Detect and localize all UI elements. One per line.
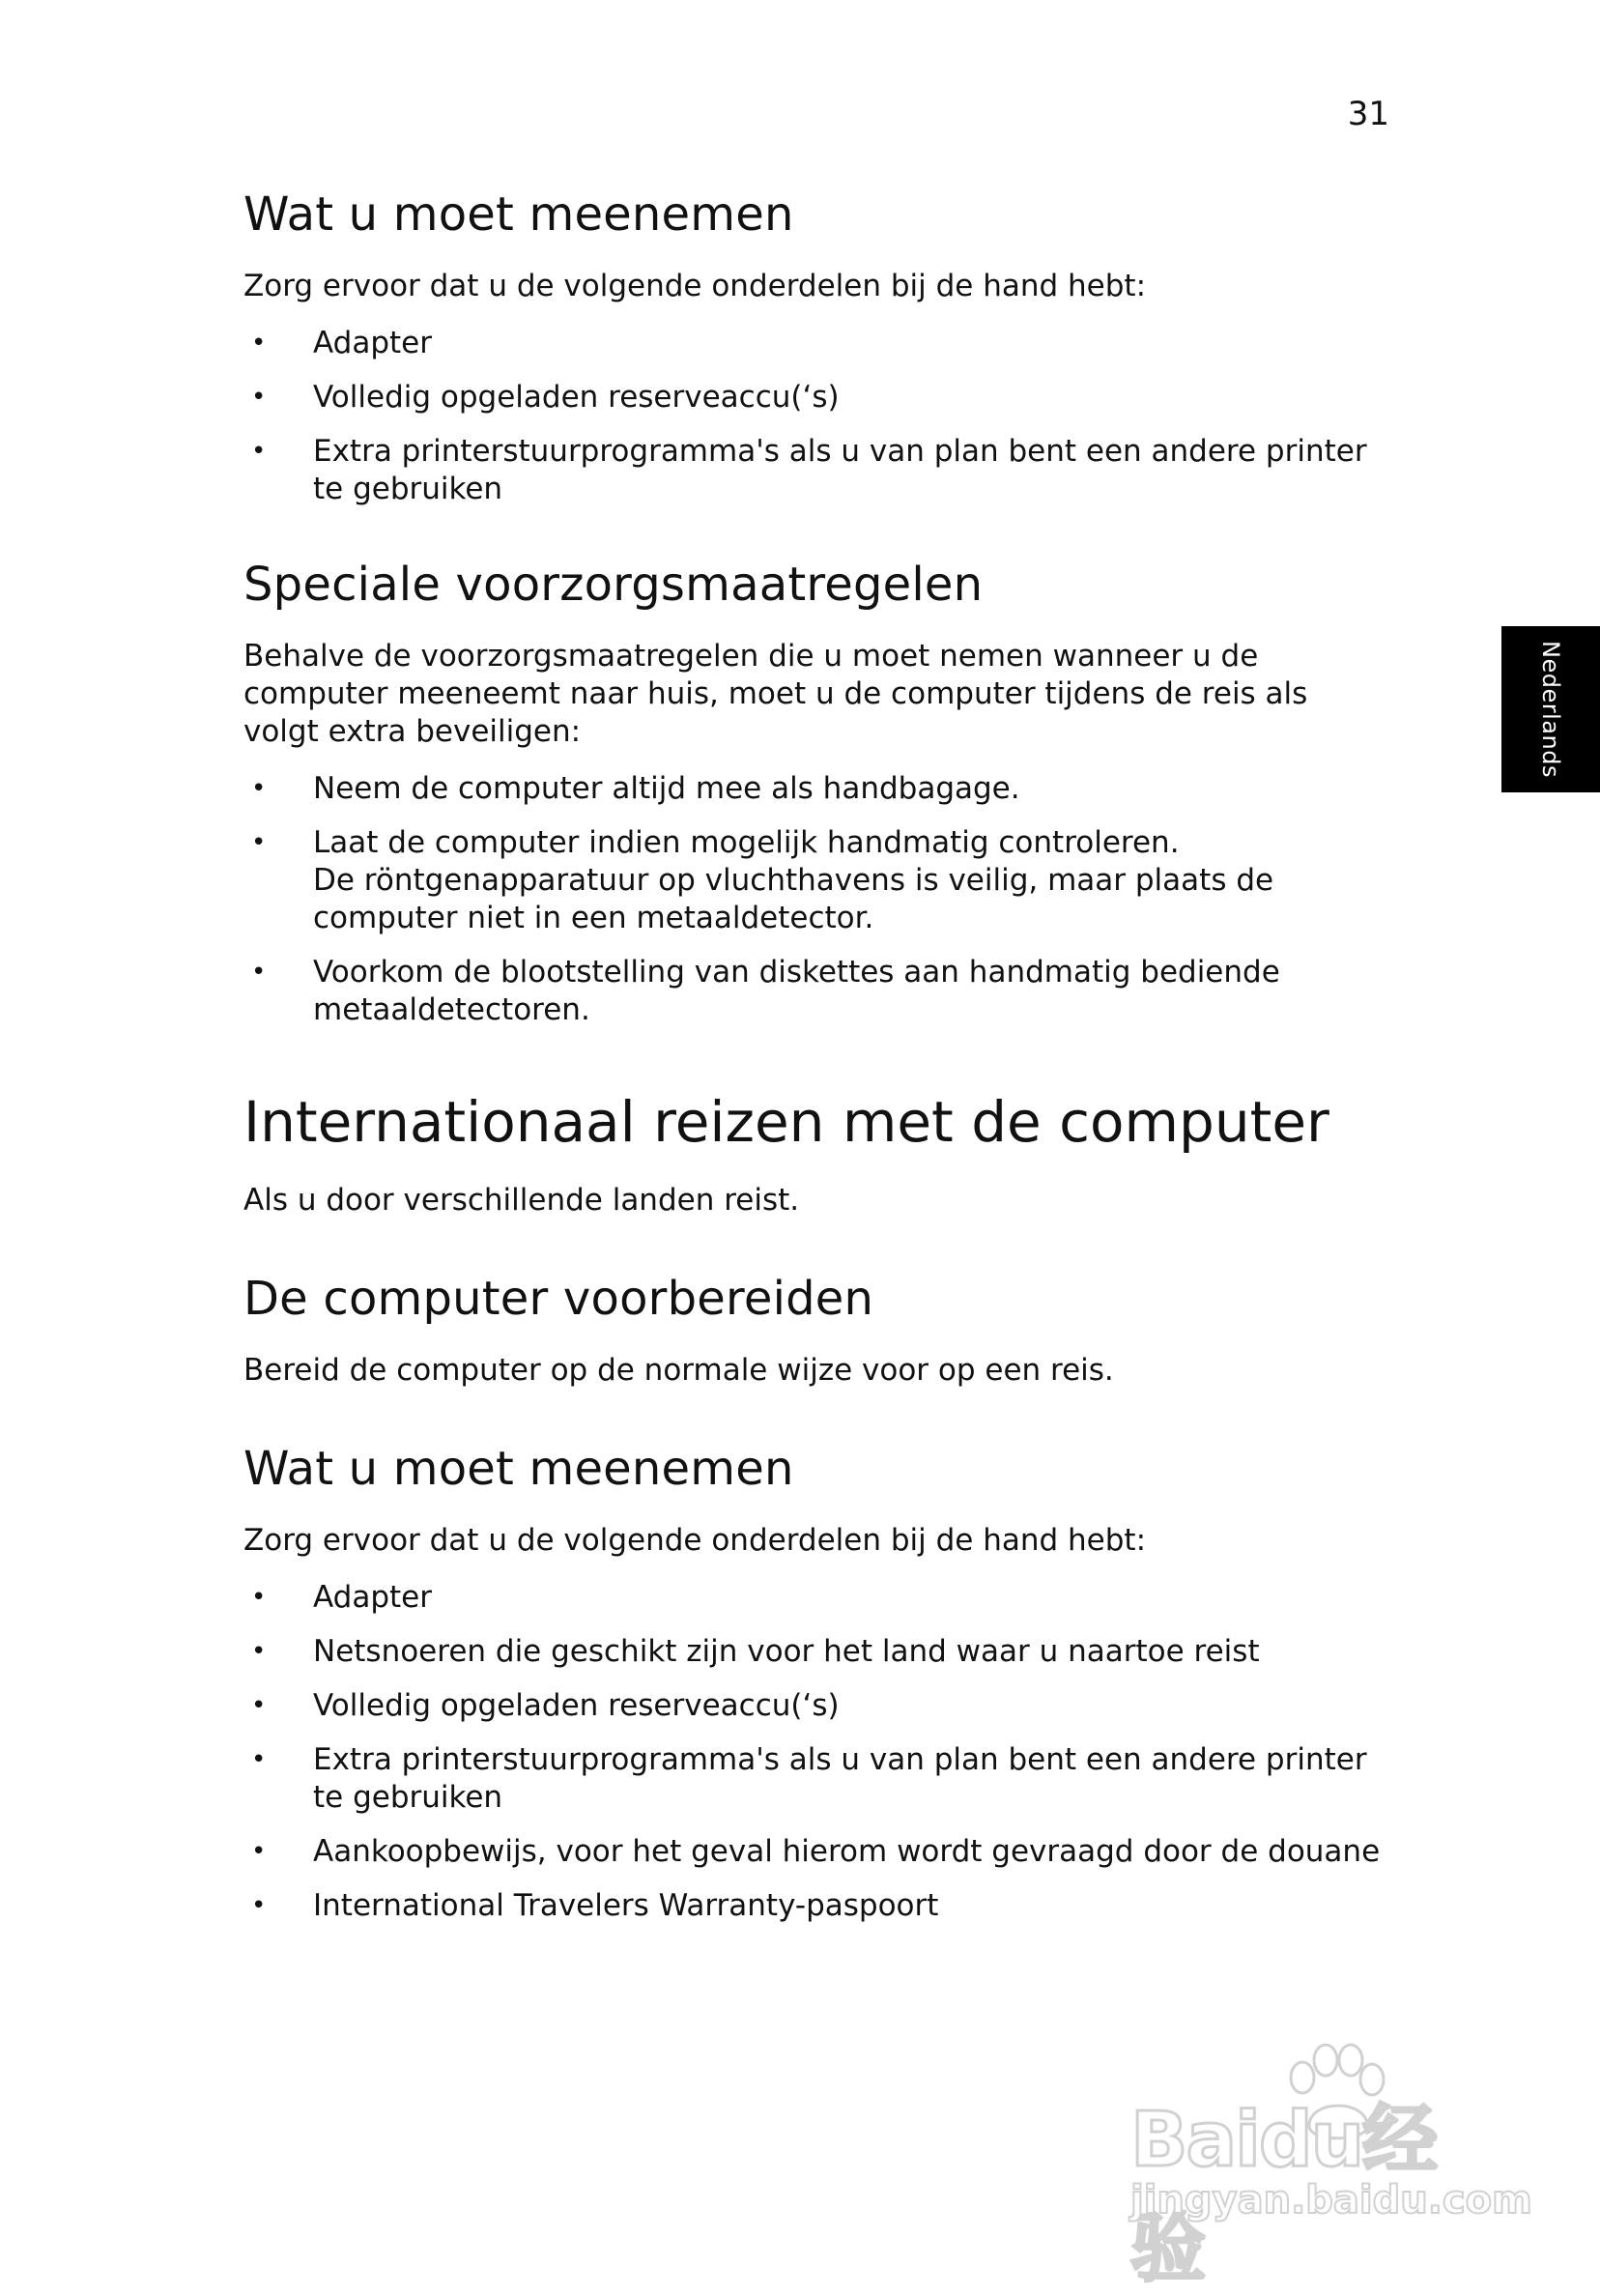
bullet-list — [243, 1579, 1384, 1925]
section-heading: Speciale voorzorgsmaatregelen — [243, 557, 984, 612]
list-item-text: Neem de computer altijd mee als handbagage. — [313, 770, 1020, 806]
watermark-logo-text: Baidu经验 — [1130, 2097, 1437, 2292]
page-number: 31 — [1347, 95, 1389, 133]
bullet-icon: • — [251, 957, 267, 987]
list-item — [243, 325, 1384, 362]
list-item — [243, 1687, 1384, 1725]
bullet-icon: • — [251, 1890, 267, 1920]
bullet-icon: • — [251, 1636, 267, 1666]
watermark-url-text: jingyan.baidu.com — [1130, 2178, 1532, 2223]
language-tab-label: Nederlands — [1537, 641, 1565, 778]
chapter-heading: Internationaal reizen met de computer — [243, 1088, 1329, 1155]
list-item — [243, 1633, 1384, 1671]
section-intro: Behalve de voorzorgsmaatregelen die u moet nemen wanneer u de computer meeneemt naar huis, moet u de computer tijdens de reis als volgt extra beveiligen: — [243, 638, 1308, 749]
list-item — [243, 770, 1384, 808]
section-what-to-bring-international — [243, 1444, 1384, 1925]
bullet-icon: • — [251, 1582, 267, 1612]
section-heading: Wat u moet meenemen — [243, 1442, 794, 1497]
list-item — [243, 954, 1384, 1029]
bullet-icon: • — [251, 1690, 267, 1720]
bullet-list — [243, 770, 1384, 1029]
bullet-icon: • — [251, 1744, 267, 1774]
list-item-text: Volledig opgeladen reserveaccu(‘s) — [313, 379, 840, 415]
bullet-icon: • — [251, 436, 267, 466]
list-item-text: De röntgenapparatuur op vluchthavens is veilig, maar plaats de computer niet in een metaaldetector. — [313, 862, 1274, 935]
section-what-to-bring — [243, 189, 1384, 508]
list-item-text: Adapter — [313, 325, 432, 360]
list-item-text: Laat de computer indien mogelijk handmatig controleren. — [313, 824, 1180, 860]
bullet-icon: • — [251, 827, 267, 857]
bullet-icon: • — [251, 1836, 267, 1866]
list-item-text: Aankoopbewijs, voor het geval hierom wordt gevraagd door de douane — [313, 1833, 1381, 1869]
list-item-text: Voorkom de blootstelling van diskettes aan handmatig bediende metaaldetectoren. — [313, 954, 1280, 1027]
list-item-text: Netsnoeren die geschikt zijn voor het land waar u naartoe reist — [313, 1633, 1260, 1669]
bullet-icon: • — [251, 382, 267, 412]
list-item — [243, 433, 1384, 508]
section-heading: De computer voorbereiden — [243, 1272, 874, 1327]
list-item-text: International Travelers Warranty-paspoort — [313, 1887, 939, 1923]
list-item — [243, 1833, 1384, 1871]
section-intro: Zorg ervoor dat u de volgende onderdelen bij de hand hebt: — [243, 1522, 1147, 1558]
page-content — [243, 189, 1384, 1941]
section-special-precautions — [243, 557, 1384, 1029]
list-item — [243, 1741, 1384, 1817]
section-international-travel — [243, 1088, 1384, 1220]
list-item — [243, 1887, 1384, 1925]
list-item-text: Adapter — [313, 1579, 432, 1615]
list-item — [243, 824, 1384, 937]
section-heading: Wat u moet meenemen — [243, 187, 794, 242]
bullet-icon: • — [251, 328, 267, 358]
section-intro: Bereid de computer op de normale wijze voor op een reis. — [243, 1353, 1114, 1389]
list-item-text: Volledig opgeladen reserveaccu(‘s) — [313, 1687, 840, 1723]
baidu-watermark — [1130, 2041, 1532, 2292]
section-intro: Zorg ervoor dat u de volgende onderdelen bij de hand hebt: — [243, 268, 1147, 303]
bullet-list — [243, 325, 1384, 508]
list-item — [243, 379, 1384, 416]
list-item-text: Extra printerstuurprogramma's als u van plan bent een andere printer te gebruiken — [313, 433, 1367, 506]
bullet-icon: • — [251, 773, 267, 803]
language-tab — [1501, 626, 1600, 792]
section-prepare-computer — [243, 1274, 1384, 1390]
list-item-text: Extra printerstuurprogramma's als u van plan bent een andere printer te gebruiken — [313, 1741, 1367, 1815]
section-intro: Als u door verschillende landen reist. — [243, 1183, 800, 1219]
list-item — [243, 1579, 1384, 1617]
